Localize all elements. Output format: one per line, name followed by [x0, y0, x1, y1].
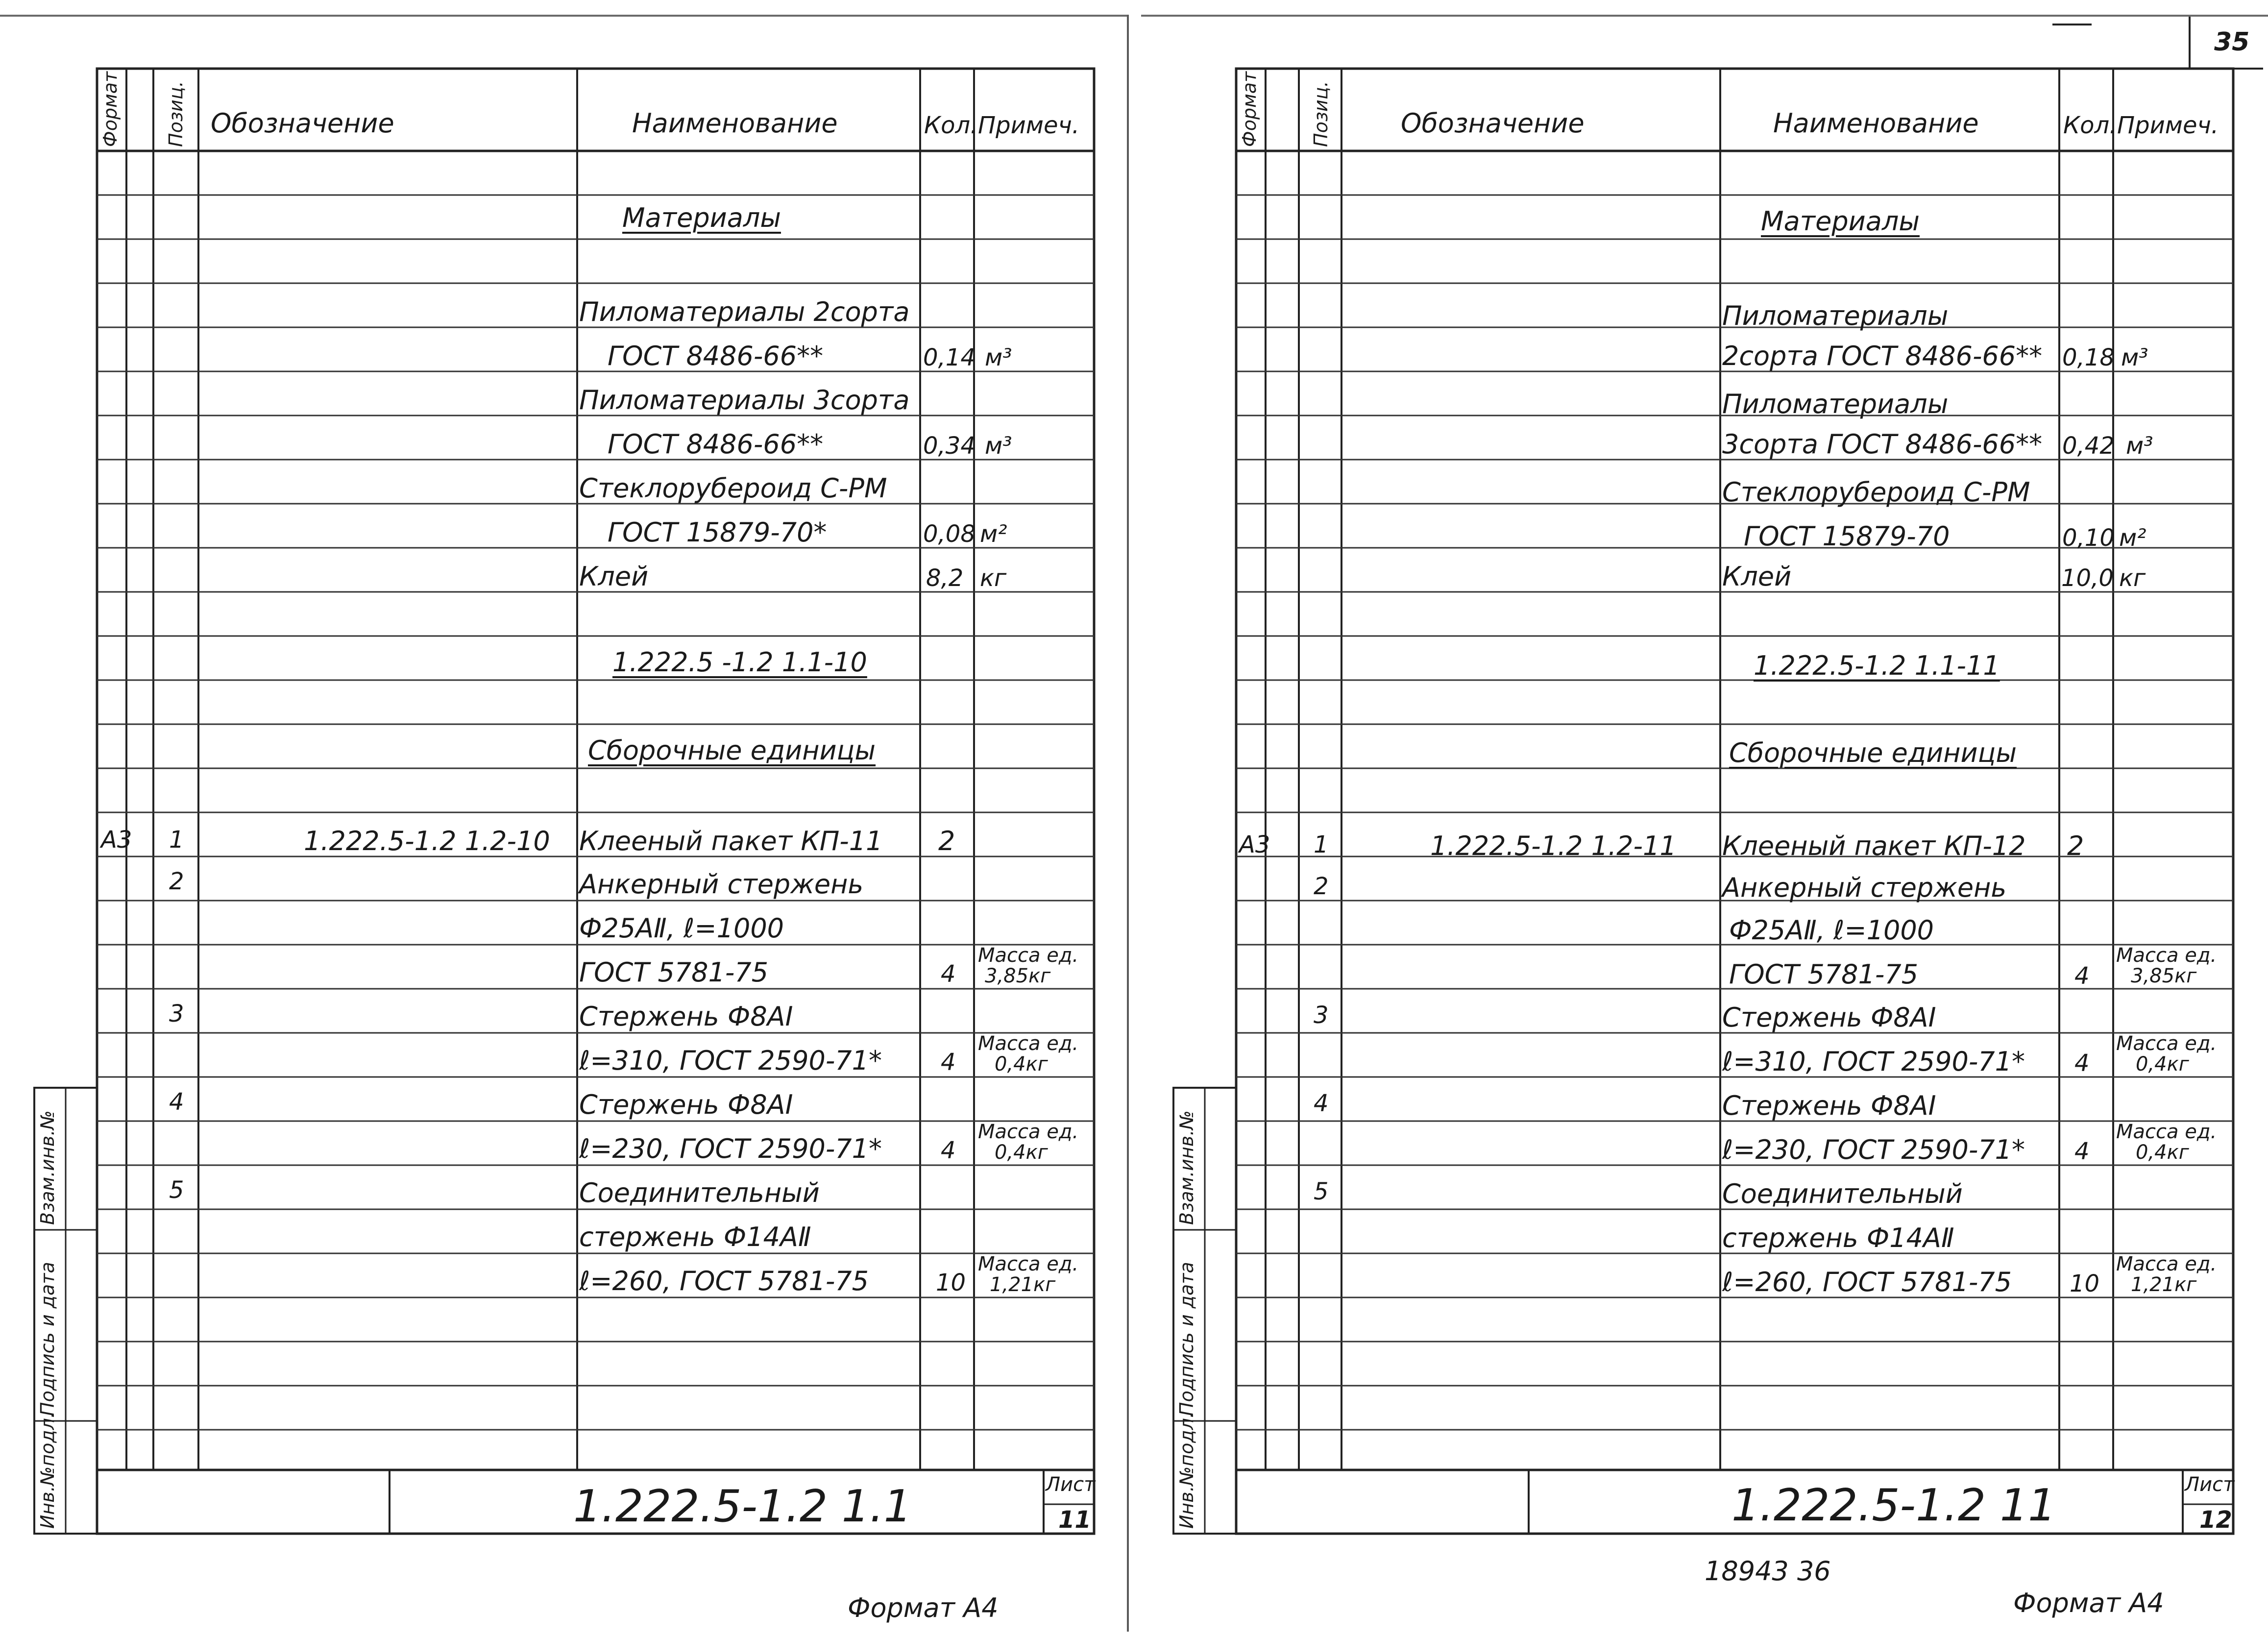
- spec-sheet-right: [1141, 0, 2268, 1638]
- pos2-qty: 4: [941, 960, 956, 988]
- spec-sheet-left: [0, 0, 1127, 1638]
- pos3-note-b: 0,4кг: [995, 1053, 1048, 1076]
- glue-unit: кг: [980, 564, 1007, 592]
- header-position-right: Позиц.: [1310, 81, 1332, 147]
- glue-qty-right: 10,0: [2061, 564, 2114, 592]
- header-name-right: Наименование: [1773, 108, 1979, 139]
- pos1-qty-right: 2: [2067, 831, 2084, 861]
- pos4-qty-right: 4: [2074, 1138, 2090, 1165]
- pos3-name-a: Стержень Ф8АⅠ: [579, 1001, 793, 1032]
- pos5-name-b: стержень Ф14АⅡ: [579, 1222, 811, 1252]
- pos5-name-b-right: стержень Ф14АⅡ: [1722, 1222, 1954, 1253]
- pos4-note-b-right: 0,4кг: [2136, 1141, 2189, 1164]
- side-label-inv-podl: Инв.№подл.: [37, 1412, 58, 1529]
- pos4-name-a: Стержень Ф8АⅠ: [579, 1089, 793, 1120]
- pos2-name-b-right: Ф25АⅡ, ℓ=1000: [1729, 915, 1934, 946]
- header-designation-right: Обозначение: [1401, 108, 1585, 139]
- title-block-sheet-label: Лист: [1046, 1473, 1096, 1496]
- felt-unit: м²: [980, 520, 1007, 548]
- pos5-qty-right: 10: [2070, 1270, 2100, 1297]
- title-block-sheet-number: 11: [1058, 1506, 1091, 1534]
- page-number: 35: [2214, 27, 2250, 57]
- lumber3-unit: м³: [985, 432, 1012, 460]
- title-block-sheet-number-right: 12: [2199, 1506, 2232, 1534]
- lumber3-qty-right: 0,42: [2062, 432, 2115, 460]
- felt-qty: 0,08: [923, 520, 975, 548]
- pos4-number: 4: [169, 1088, 184, 1116]
- header-format-right: Формат: [1239, 71, 1260, 147]
- glue-name-right: Клей: [1722, 561, 1792, 592]
- felt-qty-right: 0,10: [2062, 524, 2115, 552]
- pos2-name-b: Ф25АⅡ, ℓ=1000: [579, 913, 784, 944]
- lumber3-name-b-right: 3сорта ГОСТ 8486-66**: [1722, 429, 2043, 460]
- pos4-name-a-right: Стержень Ф8АⅠ: [1722, 1090, 1936, 1121]
- felt-name-a: Стеклорубероид С-РМ: [579, 473, 887, 504]
- title-block-code: 1.222.5-1.2 1.1: [573, 1481, 912, 1532]
- pos5-note-b-right: 1,21кг: [2131, 1273, 2197, 1296]
- pos3-number-right: 3: [1314, 1002, 1329, 1029]
- pos1-format-right: А3: [1239, 831, 1270, 858]
- pos3-qty: 4: [941, 1049, 956, 1076]
- sheet-divider: [1127, 15, 1129, 1632]
- lumber2-qty: 0,14: [923, 344, 975, 371]
- format-label: Формат А4: [848, 1592, 999, 1623]
- pos3-note-a: Масса ед.: [978, 1032, 1079, 1055]
- felt-unit-right: м²: [2119, 524, 2146, 552]
- doc-code: 1.222.5 -1.2 1.1-10: [612, 647, 867, 678]
- glue-unit-right: кг: [2119, 564, 2146, 592]
- spec-grid-left: [0, 0, 1127, 1638]
- spec-grid-right: [1141, 0, 2268, 1638]
- title-block-sheet-label-right: Лист: [2185, 1473, 2235, 1496]
- pos2-note-a-right: Масса ед.: [2116, 944, 2217, 967]
- header-designation: Обозначение: [211, 108, 394, 139]
- pos2-number: 2: [169, 868, 184, 895]
- pos1-name-right: Клееный пакет КП-12: [1722, 831, 2026, 861]
- sheet-top-edge-right: [1141, 15, 2268, 17]
- pos5-name-a: Соединительный: [579, 1177, 820, 1208]
- pos3-name-a-right: Стержень Ф8АⅠ: [1722, 1002, 1936, 1033]
- pos5-number: 5: [169, 1176, 184, 1204]
- felt-name-b: ГОСТ 15879-70*: [608, 517, 827, 548]
- pos1-format: А3: [101, 826, 132, 854]
- pos4-name-b: ℓ=230, ГОСТ 2590-71*: [579, 1133, 882, 1164]
- side-label-vzam-inv-right: Взам.инв.№: [1176, 1110, 1197, 1225]
- side-label-sign-date: Подпись и дата: [37, 1262, 58, 1416]
- lumber3-unit-right: м³: [2126, 432, 2153, 460]
- pos1-number-right: 1: [1314, 831, 1329, 858]
- pos3-note-b-right: 0,4кг: [2136, 1053, 2189, 1076]
- pos4-number-right: 4: [1314, 1090, 1329, 1117]
- pos5-note-b: 1,21кг: [990, 1273, 1056, 1296]
- pos2-name-c: ГОСТ 5781-75: [579, 957, 769, 988]
- pos2-number-right: 2: [1314, 873, 1329, 900]
- pos4-note-b: 0,4кг: [995, 1141, 1048, 1164]
- lumber2-unit-right: м³: [2121, 344, 2148, 371]
- felt-name-b-right: ГОСТ 15879-70: [1744, 521, 1950, 552]
- pos2-note-b: 3,85кг: [985, 965, 1051, 987]
- pos2-name-a: Анкерный стержень: [579, 869, 864, 900]
- pos1-designation: 1.222.5-1.2 1.2-10: [304, 826, 550, 856]
- assembly-title: Сборочные единицы: [588, 735, 876, 766]
- side-label-sign-date-right: Подпись и дата: [1176, 1262, 1197, 1416]
- header-note-right: Примеч.: [2117, 112, 2219, 139]
- header-quantity: Кол.: [924, 112, 978, 139]
- pos1-designation-right: 1.222.5-1.2 1.2-11: [1430, 831, 1677, 861]
- format-label-right: Формат А4: [2013, 1588, 2164, 1618]
- lumber2-name-b: ГОСТ 8486-66**: [608, 341, 824, 371]
- lumber2-qty-right: 0,18: [2062, 344, 2115, 371]
- pos2-qty-right: 4: [2074, 962, 2090, 990]
- pos4-note-a-right: Масса ед.: [2116, 1121, 2217, 1143]
- pos3-name-b: ℓ=310, ГОСТ 2590-71*: [579, 1045, 882, 1076]
- pos5-note-a-right: Масса ед.: [2116, 1253, 2217, 1275]
- lumber2-name-a: Пиломатериалы 2сорта: [579, 296, 910, 327]
- header-name: Наименование: [632, 108, 838, 139]
- lumber3-name-b: ГОСТ 8486-66**: [608, 429, 824, 460]
- side-label-vzam-inv: Взам.инв.№: [37, 1110, 58, 1225]
- lumber3-name-a-right: Пиломатериалы: [1722, 389, 1949, 419]
- pos1-name: Клееный пакет КП-11: [579, 826, 883, 856]
- lumber3-qty: 0,34: [923, 432, 975, 460]
- pos5-name-a-right: Соединительный: [1722, 1178, 1963, 1209]
- pos2-note-a: Масса ед.: [978, 944, 1079, 967]
- materials-title: Материалы: [622, 202, 781, 233]
- pos3-qty-right: 4: [2074, 1050, 2090, 1077]
- doc-code-right: 1.222.5-1.2 1.1-11: [1754, 650, 2000, 681]
- pos2-name-a-right: Анкерный стержень: [1722, 872, 2007, 903]
- pos5-name-c-right: ℓ=260, ГОСТ 5781-75: [1722, 1267, 2012, 1297]
- pos3-name-b-right: ℓ=310, ГОСТ 2590-71*: [1722, 1046, 2025, 1077]
- side-label-inv-podl-right: Инв.№подл.: [1176, 1412, 1197, 1529]
- stamp-number: 18943 36: [1705, 1556, 1831, 1587]
- pos5-note-a: Масса ед.: [978, 1253, 1079, 1275]
- felt-name-a-right: Стеклорубероид С-РМ: [1722, 477, 2030, 508]
- pos2-name-c-right: ГОСТ 5781-75: [1729, 959, 1919, 990]
- pos4-name-b-right: ℓ=230, ГОСТ 2590-71*: [1722, 1134, 2025, 1165]
- header-format: Формат: [99, 71, 121, 147]
- assembly-title-right: Сборочные единицы: [1729, 737, 2017, 768]
- pos5-number-right: 5: [1314, 1178, 1329, 1205]
- pos2-note-b-right: 3,85кг: [2131, 965, 2197, 987]
- pos5-qty: 10: [936, 1269, 966, 1296]
- materials-title-right: Материалы: [1761, 206, 1920, 237]
- lumber2-name-a-right: Пиломатериалы: [1722, 300, 1949, 331]
- pos4-note-a: Масса ед.: [978, 1121, 1079, 1143]
- lumber2-unit: м³: [985, 344, 1012, 371]
- title-block-code-right: 1.222.5-1.2 11: [1731, 1480, 2056, 1531]
- pos4-qty: 4: [941, 1137, 956, 1164]
- pos3-number: 3: [169, 1000, 184, 1027]
- header-position: Позиц.: [165, 81, 187, 147]
- lumber2-name-b-right: 2сорта ГОСТ 8486-66**: [1722, 341, 2043, 371]
- header-quantity-right: Кол.: [2063, 112, 2117, 139]
- pos1-number: 1: [169, 826, 184, 854]
- glue-qty: 8,2: [926, 564, 964, 592]
- sheet-top-edge: [0, 15, 1127, 17]
- lumber3-name-a: Пиломатериалы 3сорта: [579, 385, 910, 416]
- header-note: Примеч.: [978, 112, 1080, 139]
- glue-name: Клей: [579, 561, 649, 592]
- pos5-name-c: ℓ=260, ГОСТ 5781-75: [579, 1266, 869, 1296]
- pos3-note-a-right: Масса ед.: [2116, 1032, 2217, 1055]
- pos1-qty: 2: [938, 826, 955, 856]
